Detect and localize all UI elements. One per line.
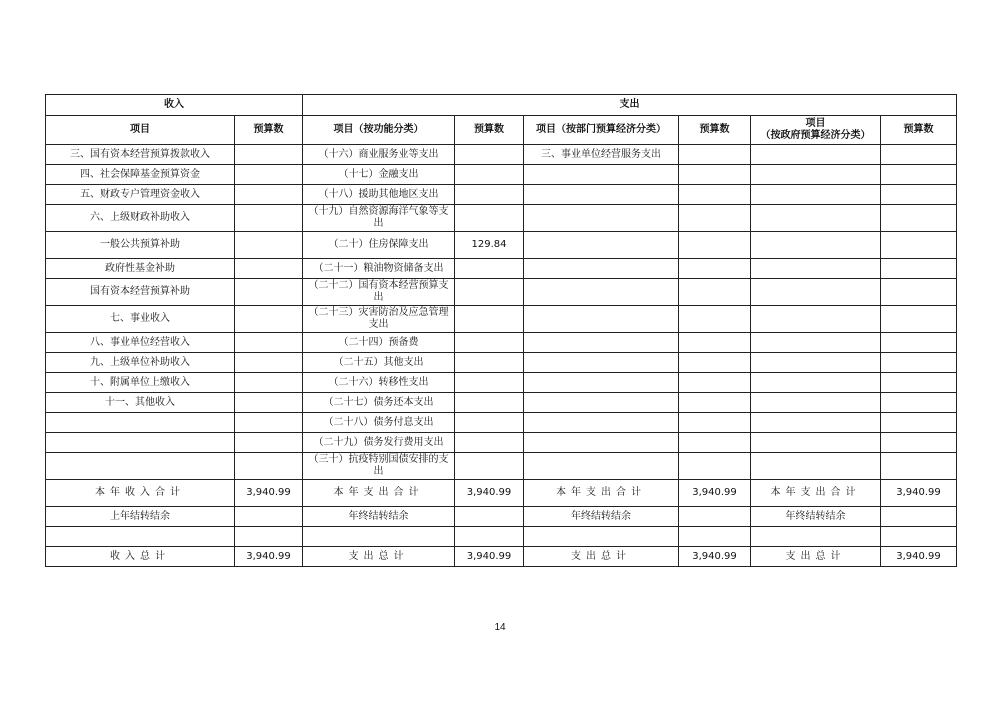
col-header-dept-economic-budget: 预算数 xyxy=(679,116,751,145)
cell-income-item: 十、附属单位上缴收入 xyxy=(46,373,235,393)
cell-functional-item: 支出总计 xyxy=(303,547,455,567)
cell-dept-economic-budget: 3,940.99 xyxy=(679,480,751,507)
cell-functional-item: （二十六）转移性支出 xyxy=(303,373,455,393)
cell-income-item: 本年收入合计 xyxy=(46,480,235,507)
cell-gov-economic-budget xyxy=(881,165,957,185)
cell-income-item: 四、社会保障基金预算资金 xyxy=(46,165,235,185)
cell-gov-economic-item xyxy=(751,259,881,279)
col-header-income-budget: 预算数 xyxy=(235,116,303,145)
cell-functional-budget xyxy=(455,165,524,185)
cell-dept-economic-budget xyxy=(679,145,751,165)
table-row xyxy=(46,279,957,306)
cell-functional-item xyxy=(303,527,455,547)
table-row xyxy=(46,547,957,567)
table-row xyxy=(46,453,957,480)
income-group-header: 收入 xyxy=(46,95,303,116)
cell-dept-economic-budget xyxy=(679,306,751,333)
cell-income-item: 六、上级财政补助收入 xyxy=(46,205,235,232)
cell-income-budget xyxy=(235,232,303,259)
cell-income-budget xyxy=(235,279,303,306)
cell-functional-item: （二十九）债务发行费用支出 xyxy=(303,433,455,453)
cell-gov-economic-item xyxy=(751,232,881,259)
cell-gov-economic-item xyxy=(751,185,881,205)
cell-functional-item: 年终结转结余 xyxy=(303,507,455,527)
cell-dept-economic-budget xyxy=(679,353,751,373)
cell-gov-economic-item xyxy=(751,279,881,306)
cell-gov-economic-item xyxy=(751,165,881,185)
cell-income-item: 五、财政专户管理资金收入 xyxy=(46,185,235,205)
cell-gov-economic-budget xyxy=(881,232,957,259)
cell-income-budget xyxy=(235,393,303,413)
cell-gov-economic-budget xyxy=(881,433,957,453)
col-header-functional-budget: 预算数 xyxy=(455,116,524,145)
cell-gov-economic-item xyxy=(751,373,881,393)
cell-income-item: 七、事业收入 xyxy=(46,306,235,333)
table-row xyxy=(46,145,957,165)
cell-gov-economic-budget xyxy=(881,353,957,373)
cell-income-item: 收入总计 xyxy=(46,547,235,567)
cell-functional-budget xyxy=(455,259,524,279)
cell-gov-economic-item xyxy=(751,393,881,413)
cell-functional-item: （二十五）其他支出 xyxy=(303,353,455,373)
cell-dept-economic-budget xyxy=(679,373,751,393)
cell-dept-economic-item xyxy=(524,393,679,413)
cell-income-budget xyxy=(235,507,303,527)
cell-gov-economic-item: 年终结转结余 xyxy=(751,507,881,527)
table-row xyxy=(46,333,957,353)
cell-gov-economic-item xyxy=(751,205,881,232)
col-header-gov-economic-item: 项目 （按政府预算经济分类） xyxy=(751,116,881,145)
cell-dept-economic-item xyxy=(524,453,679,480)
cell-gov-economic-item xyxy=(751,353,881,373)
cell-functional-budget xyxy=(455,333,524,353)
cell-dept-economic-item xyxy=(524,165,679,185)
cell-dept-economic-budget xyxy=(679,279,751,306)
cell-income-budget: 3,940.99 xyxy=(235,547,303,567)
table-row xyxy=(46,480,957,507)
cell-dept-economic-item xyxy=(524,279,679,306)
cell-functional-item: （十七）金融支出 xyxy=(303,165,455,185)
cell-gov-economic-budget xyxy=(881,393,957,413)
cell-gov-economic-item xyxy=(751,145,881,165)
cell-income-item xyxy=(46,413,235,433)
cell-dept-economic-budget xyxy=(679,507,751,527)
cell-functional-budget xyxy=(455,279,524,306)
cell-functional-budget xyxy=(455,145,524,165)
cell-gov-economic-budget xyxy=(881,185,957,205)
budget-table-container xyxy=(45,94,956,567)
table-row xyxy=(46,373,957,393)
cell-functional-item: （十九）自然资源海洋气象等支出 xyxy=(303,205,455,232)
cell-gov-economic-budget xyxy=(881,259,957,279)
column-header-row xyxy=(46,116,957,145)
cell-dept-economic-item: 年终结转结余 xyxy=(524,507,679,527)
cell-income-item: 国有资本经营预算补助 xyxy=(46,279,235,306)
cell-gov-economic-item: 支出总计 xyxy=(751,547,881,567)
cell-dept-economic-item xyxy=(524,413,679,433)
cell-functional-item: （十六）商业服务业等支出 xyxy=(303,145,455,165)
cell-income-budget xyxy=(235,185,303,205)
cell-gov-economic-budget: 3,940.99 xyxy=(881,480,957,507)
table-row xyxy=(46,507,957,527)
cell-dept-economic-item xyxy=(524,306,679,333)
cell-gov-economic-budget xyxy=(881,205,957,232)
cell-dept-economic-item: 三、事业单位经营服务支出 xyxy=(524,145,679,165)
cell-income-budget xyxy=(235,353,303,373)
cell-functional-budget xyxy=(455,373,524,393)
cell-gov-economic-budget xyxy=(881,373,957,393)
cell-income-budget xyxy=(235,527,303,547)
cell-income-item xyxy=(46,453,235,480)
cell-functional-budget: 3,940.99 xyxy=(455,480,524,507)
cell-dept-economic-item xyxy=(524,259,679,279)
cell-functional-item: （二十一）粮油物资储备支出 xyxy=(303,259,455,279)
cell-dept-economic-item xyxy=(524,232,679,259)
cell-gov-economic-budget xyxy=(881,413,957,433)
cell-income-item: 十一、其他收入 xyxy=(46,393,235,413)
cell-functional-item: （三十）抗疫特别国债安排的支出 xyxy=(303,453,455,480)
cell-dept-economic-budget xyxy=(679,205,751,232)
cell-income-budget xyxy=(235,145,303,165)
cell-gov-economic-item xyxy=(751,433,881,453)
group-header-row xyxy=(46,95,957,116)
table-row xyxy=(46,527,957,547)
cell-income-budget: 3,940.99 xyxy=(235,480,303,507)
cell-gov-economic-budget xyxy=(881,527,957,547)
cell-functional-budget xyxy=(455,413,524,433)
cell-dept-economic-item xyxy=(524,333,679,353)
col-header-gov-economic-budget: 预算数 xyxy=(881,116,957,145)
cell-dept-economic-budget xyxy=(679,453,751,480)
cell-functional-item: （二十八）债务付息支出 xyxy=(303,413,455,433)
cell-dept-economic-item: 支出总计 xyxy=(524,547,679,567)
cell-gov-economic-budget xyxy=(881,145,957,165)
cell-dept-economic-budget xyxy=(679,232,751,259)
cell-income-item: 一般公共预算补助 xyxy=(46,232,235,259)
cell-income-item: 八、事业单位经营收入 xyxy=(46,333,235,353)
page-number: 14 xyxy=(494,622,506,633)
cell-gov-economic-budget: 3,940.99 xyxy=(881,547,957,567)
expense-group-header: 支出 xyxy=(303,95,957,116)
cell-dept-economic-budget xyxy=(679,527,751,547)
cell-functional-budget xyxy=(455,527,524,547)
cell-gov-economic-budget xyxy=(881,306,957,333)
cell-dept-economic-item xyxy=(524,205,679,232)
cell-dept-economic-budget xyxy=(679,433,751,453)
cell-dept-economic-budget xyxy=(679,165,751,185)
cell-functional-budget xyxy=(455,507,524,527)
table-row xyxy=(46,205,957,232)
budget-table xyxy=(45,94,957,567)
cell-gov-economic-item xyxy=(751,413,881,433)
table-row xyxy=(46,413,957,433)
cell-gov-economic-item xyxy=(751,333,881,353)
cell-income-budget xyxy=(235,165,303,185)
cell-functional-item: （二十二）国有资本经营预算支出 xyxy=(303,279,455,306)
cell-income-budget xyxy=(235,413,303,433)
cell-functional-budget xyxy=(455,433,524,453)
table-row xyxy=(46,259,957,279)
cell-gov-economic-item: 本年支出合计 xyxy=(751,480,881,507)
cell-dept-economic-item xyxy=(524,353,679,373)
table-row xyxy=(46,232,957,259)
table-row xyxy=(46,306,957,333)
cell-income-item: 三、国有资本经营预算拨款收入 xyxy=(46,145,235,165)
col-header-dept-economic-item: 项目（按部门预算经济分类） xyxy=(524,116,679,145)
cell-functional-item: （二十四）预备费 xyxy=(303,333,455,353)
cell-dept-economic-item xyxy=(524,373,679,393)
cell-income-item: 政府性基金补助 xyxy=(46,259,235,279)
table-row xyxy=(46,165,957,185)
cell-functional-item: （二十）住房保障支出 xyxy=(303,232,455,259)
cell-income-item: 上年结转结余 xyxy=(46,507,235,527)
cell-gov-economic-budget xyxy=(881,279,957,306)
cell-income-budget xyxy=(235,453,303,480)
cell-dept-economic-budget xyxy=(679,393,751,413)
cell-dept-economic-item xyxy=(524,185,679,205)
cell-functional-budget xyxy=(455,185,524,205)
cell-income-item xyxy=(46,433,235,453)
cell-functional-budget xyxy=(455,205,524,232)
cell-functional-item: （十八）援助其他地区支出 xyxy=(303,185,455,205)
cell-functional-budget: 129.84 xyxy=(455,232,524,259)
cell-functional-budget xyxy=(455,353,524,373)
cell-functional-item: （二十七）债务还本支出 xyxy=(303,393,455,413)
cell-dept-economic-budget xyxy=(679,185,751,205)
cell-functional-budget xyxy=(455,306,524,333)
cell-income-item xyxy=(46,527,235,547)
cell-income-budget xyxy=(235,306,303,333)
table-row xyxy=(46,353,957,373)
cell-functional-item: 本年支出合计 xyxy=(303,480,455,507)
cell-functional-item: （二十三）灾害防治及应急管理支出 xyxy=(303,306,455,333)
cell-functional-budget: 3,940.99 xyxy=(455,547,524,567)
table-row xyxy=(46,433,957,453)
cell-dept-economic-budget xyxy=(679,259,751,279)
cell-dept-economic-budget xyxy=(679,333,751,353)
cell-income-budget xyxy=(235,205,303,232)
cell-dept-economic-budget xyxy=(679,413,751,433)
table-row xyxy=(46,393,957,413)
cell-gov-economic-item xyxy=(751,453,881,480)
cell-income-budget xyxy=(235,259,303,279)
table-row xyxy=(46,185,957,205)
cell-functional-budget xyxy=(455,393,524,413)
cell-dept-economic-item xyxy=(524,527,679,547)
cell-dept-economic-item xyxy=(524,433,679,453)
cell-functional-budget xyxy=(455,453,524,480)
col-header-functional-item: 项目（按功能分类） xyxy=(303,116,455,145)
cell-gov-economic-item xyxy=(751,527,881,547)
cell-gov-economic-budget xyxy=(881,453,957,480)
cell-gov-economic-budget xyxy=(881,507,957,527)
cell-dept-economic-item: 本年支出合计 xyxy=(524,480,679,507)
cell-income-budget xyxy=(235,333,303,353)
cell-gov-economic-item xyxy=(751,306,881,333)
cell-gov-economic-budget xyxy=(881,333,957,353)
cell-income-item: 九、上级单位补助收入 xyxy=(46,353,235,373)
cell-income-budget xyxy=(235,373,303,393)
col-header-income-item: 项目 xyxy=(46,116,235,145)
cell-income-budget xyxy=(235,433,303,453)
cell-dept-economic-budget: 3,940.99 xyxy=(679,547,751,567)
